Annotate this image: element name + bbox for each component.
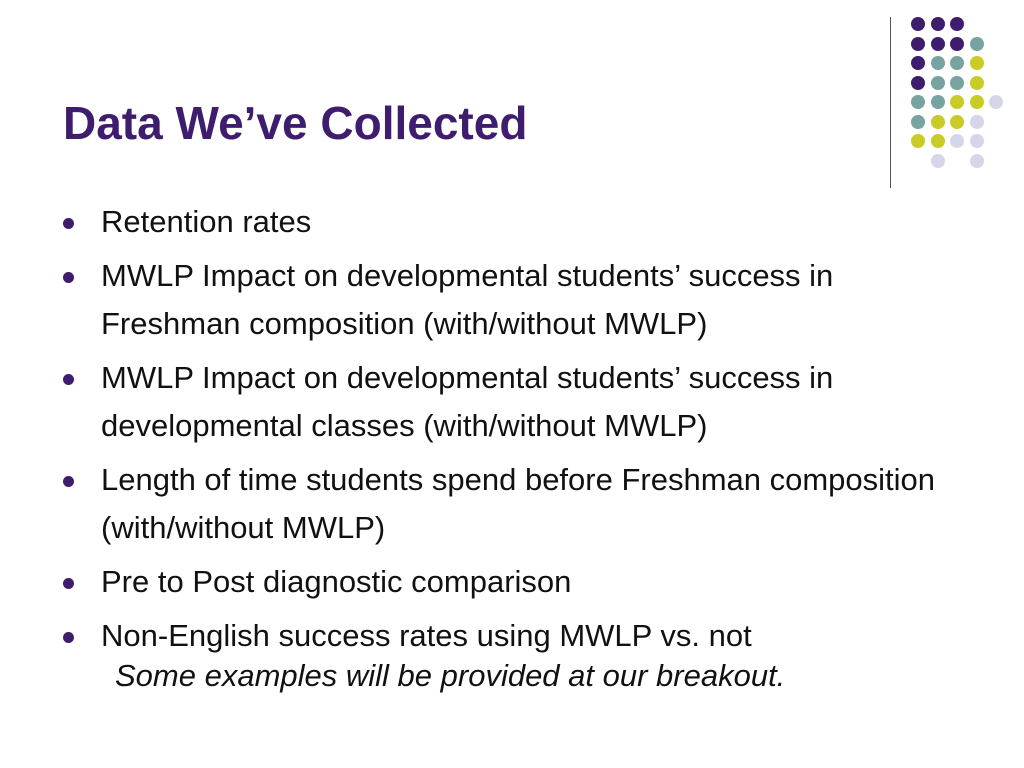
decorative-dot	[970, 134, 984, 148]
bullet-text: MWLP Impact on developmental students’ success in Freshman composition (with/without MWLP)	[101, 258, 834, 341]
slide-title: Data We’ve Collected	[63, 97, 528, 149]
decorative-dot	[911, 115, 925, 129]
bullet-dot-icon	[63, 272, 74, 283]
title-divider-line	[890, 17, 891, 188]
decorative-dot	[970, 37, 984, 51]
bullet-list	[62, 198, 962, 666]
bullet-item	[62, 558, 962, 606]
decorative-dot	[950, 134, 964, 148]
decorative-dot	[911, 56, 925, 70]
decorative-dot	[950, 115, 964, 129]
bullet-text: Length of time students spend before Freshman composition (with/without MWLP)	[101, 462, 936, 545]
decorative-dot	[970, 76, 984, 90]
bullet-dot-icon	[63, 476, 74, 487]
bullet-dot-icon	[63, 374, 74, 385]
decorative-dot	[970, 95, 984, 109]
decorative-dot	[931, 154, 945, 168]
decorative-dot	[931, 56, 945, 70]
breakout-note: Some examples will be provided at our breakout.	[115, 658, 786, 693]
bullet-item	[62, 198, 962, 246]
bullet-text: Non-English success rates using MWLP vs. not	[101, 618, 752, 653]
decorative-dot	[931, 37, 945, 51]
decorative-dot	[931, 76, 945, 90]
decorative-dot	[911, 134, 925, 148]
decorative-dot	[911, 76, 925, 90]
decorative-dot	[950, 76, 964, 90]
decorative-dot	[950, 95, 964, 109]
decorative-dot	[931, 95, 945, 109]
decorative-dot	[911, 37, 925, 51]
decorative-dot	[950, 37, 964, 51]
decorative-dot	[989, 95, 1003, 109]
decorative-dot	[911, 95, 925, 109]
decorative-dot	[931, 115, 945, 129]
decorative-dot	[970, 115, 984, 129]
bullet-text: Pre to Post diagnostic comparison	[101, 564, 572, 599]
decorative-dot	[970, 154, 984, 168]
decorative-dot	[911, 17, 925, 31]
decorative-dot	[950, 56, 964, 70]
decorative-dot	[931, 17, 945, 31]
decorative-dot	[970, 56, 984, 70]
bullet-text: Retention rates	[101, 204, 312, 239]
bullet-dot-icon	[63, 578, 74, 589]
bullet-item	[62, 456, 962, 552]
bullet-dot-icon	[63, 218, 74, 229]
bullet-item	[62, 354, 962, 450]
decorative-dot	[931, 134, 945, 148]
bullet-text: MWLP Impact on developmental students’ success in developmental classes (with/without MWLP)	[101, 360, 834, 443]
bullet-dot-icon	[63, 632, 74, 643]
decorative-dot	[950, 17, 964, 31]
bullet-item	[62, 252, 962, 348]
